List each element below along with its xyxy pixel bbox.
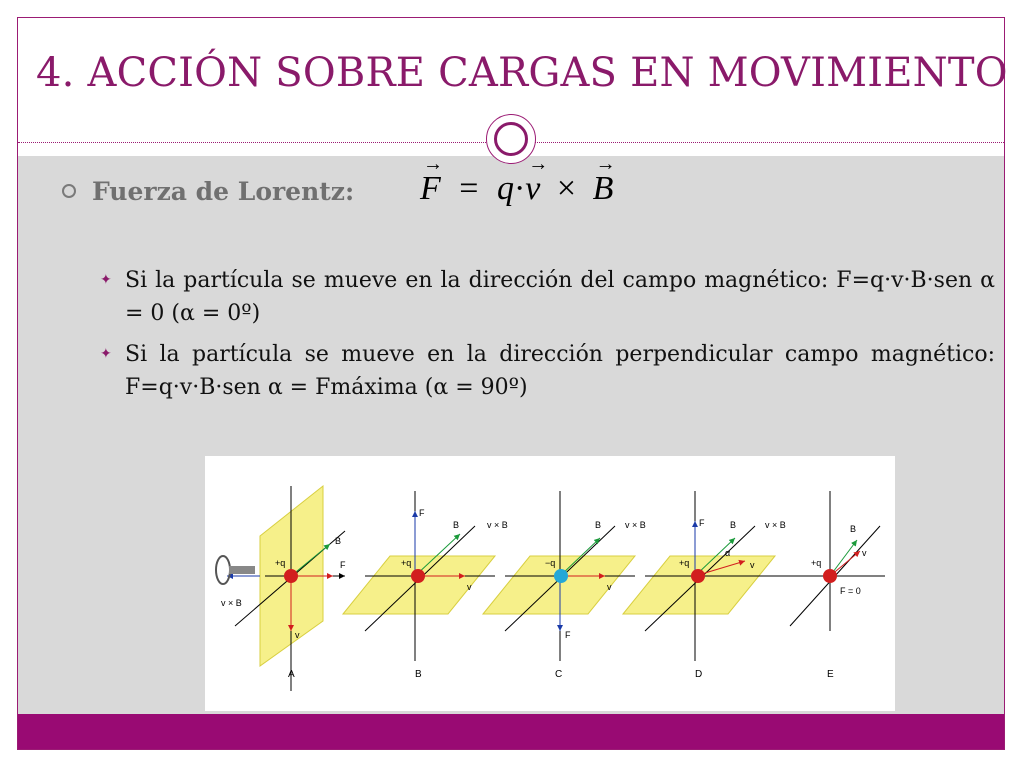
svg-text:v × B: v × B — [221, 598, 242, 608]
formula-v: → v — [525, 170, 540, 208]
svg-text:B: B — [453, 520, 460, 530]
svg-text:E: E — [827, 669, 834, 680]
circle-bullet-icon — [62, 184, 76, 198]
svg-text:B: B — [730, 520, 737, 530]
footer-bar — [18, 714, 1004, 749]
star-bullet-icon: ✦ — [100, 272, 112, 288]
svg-text:v × B: v × B — [625, 520, 646, 530]
svg-text:F: F — [419, 508, 425, 518]
lorentz-diagram — [205, 456, 895, 711]
svg-text:A: A — [288, 669, 295, 680]
panel-d — [623, 491, 786, 680]
panel-e — [775, 491, 885, 680]
bullet-item-parallel: Si la partícula se mueve en la dirección del campo magnético: F=q·v·B·sen α = 0 (α = 0º) — [125, 268, 995, 326]
bullet-item-perpendicular: Si la partícula se mueve en la dirección perpendicular campo magnético: F=q·v·B·sen α = Fmáxima (α = 90º) — [125, 342, 995, 400]
formula-equals: = — [459, 170, 479, 207]
svg-text:−q: −q — [545, 558, 556, 568]
svg-text:v: v — [750, 560, 755, 570]
svg-text:F: F — [699, 518, 705, 528]
svg-text:v: v — [295, 630, 300, 640]
svg-text:B: B — [850, 524, 857, 534]
svg-text:v × B: v × B — [765, 520, 786, 530]
svg-text:B: B — [415, 669, 422, 680]
svg-text:+q: +q — [401, 558, 412, 568]
svg-text:D: D — [695, 669, 703, 680]
panel-a — [216, 486, 346, 691]
formula-B: → B — [593, 170, 614, 208]
svg-text:B: B — [595, 520, 602, 530]
svg-text:B: B — [335, 536, 342, 546]
svg-text:v: v — [862, 548, 867, 558]
svg-text:F: F — [565, 630, 571, 640]
svg-text:+q: +q — [275, 558, 286, 568]
svg-text:α: α — [725, 548, 731, 558]
lorentz-formula — [420, 170, 613, 208]
svg-text:C: C — [555, 669, 563, 680]
svg-text:+q: +q — [811, 558, 822, 568]
lorentz-label: Fuerza de Lorentz: — [92, 177, 355, 206]
svg-text:F = 0: F = 0 — [840, 586, 861, 596]
formula-dot: · — [513, 170, 526, 207]
svg-text:v × B: v × B — [487, 520, 508, 530]
star-bullet-icon: ✦ — [100, 346, 112, 362]
slide-title: 4. ACCIÓN SOBRE CARGAS EN MOVIMIENTO — [36, 50, 1008, 96]
formula-q: q — [496, 170, 514, 207]
svg-text:v: v — [607, 582, 612, 592]
svg-text:v: v — [467, 582, 472, 592]
formula-cross: × — [556, 170, 577, 207]
lorentz-diagram-svg — [205, 456, 895, 711]
svg-text:+q: +q — [679, 558, 690, 568]
svg-text:F: F — [340, 560, 346, 570]
formula-F: → F — [420, 170, 441, 208]
panel-b — [343, 491, 508, 680]
